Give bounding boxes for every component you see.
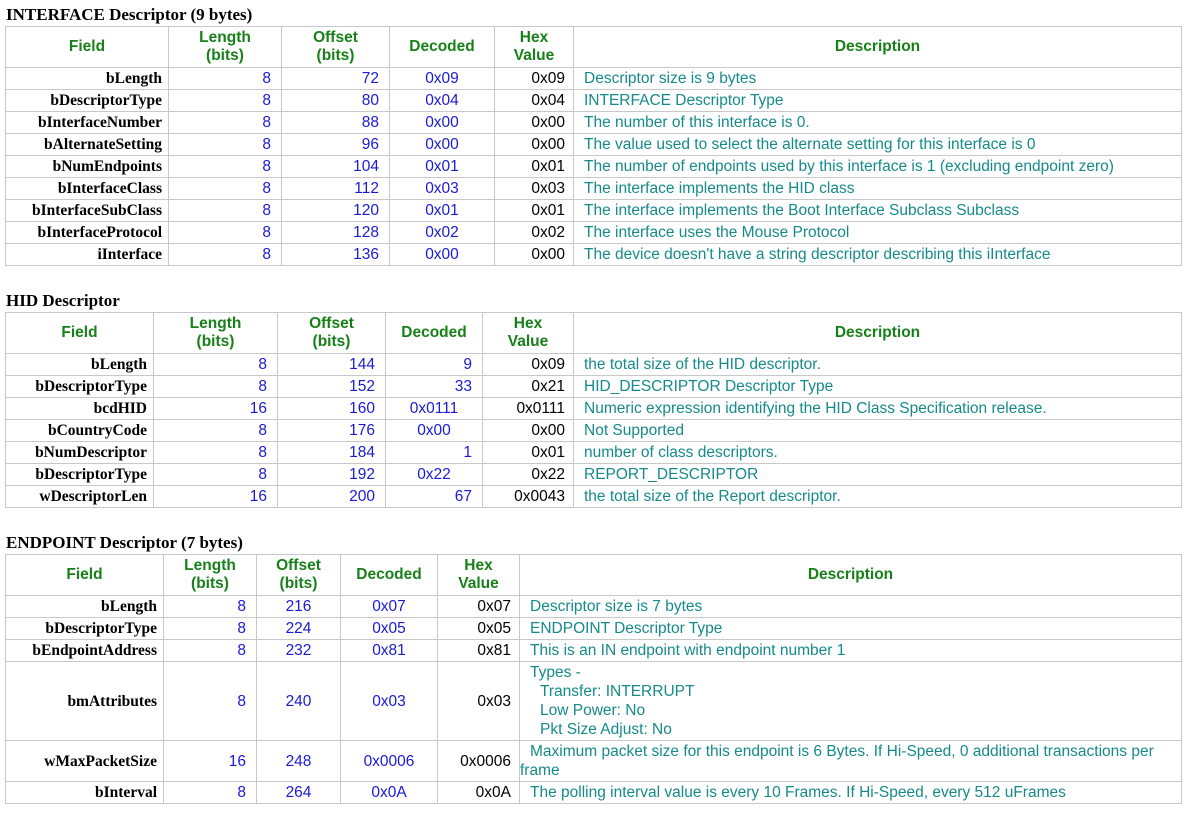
field-description: the total size of the HID descriptor. <box>574 354 1182 376</box>
hex-value: 0x0A <box>438 782 520 804</box>
col-header-description: Description <box>574 313 1182 354</box>
table-row <box>6 464 1182 486</box>
field-name: bInterfaceSubClass <box>6 200 169 222</box>
table-row <box>6 640 1182 662</box>
decoded-value: 0x00 <box>390 244 495 266</box>
decoded-value: 0x00 <box>386 420 483 442</box>
field-description: The interface implements the Boot Interface Subclass Subclass <box>574 200 1182 222</box>
hex-value: 0x00 <box>495 112 574 134</box>
offset-bits: 80 <box>282 90 390 112</box>
length-bits: 8 <box>154 420 278 442</box>
decoded-value: 1 <box>386 442 483 464</box>
decoded-value: 0x0111 <box>386 398 483 420</box>
table-row <box>6 90 1182 112</box>
length-bits: 8 <box>154 376 278 398</box>
offset-bits: 152 <box>278 376 386 398</box>
decoded-value: 0x07 <box>341 596 438 618</box>
offset-bits: 184 <box>278 442 386 464</box>
field-name: bInterfaceClass <box>6 178 169 200</box>
table-row <box>6 618 1182 640</box>
table-row <box>6 782 1182 804</box>
length-bits: 8 <box>169 156 282 178</box>
length-bits: 8 <box>164 662 257 741</box>
hex-value: 0x00 <box>495 134 574 156</box>
field-description: This is an IN endpoint with endpoint number 1 <box>520 640 1182 662</box>
decoded-value: 0x0A <box>341 782 438 804</box>
offset-bits: 240 <box>257 662 341 741</box>
field-description <box>520 662 1182 741</box>
field-name: wMaxPacketSize <box>6 741 164 782</box>
offset-bits: 136 <box>282 244 390 266</box>
table-row <box>6 486 1182 508</box>
offset-bits: 88 <box>282 112 390 134</box>
hex-value: 0x00 <box>495 244 574 266</box>
decoded-value: 0x01 <box>390 200 495 222</box>
hex-value: 0x03 <box>495 178 574 200</box>
decoded-value: 0x0006 <box>341 741 438 782</box>
field-description: The interface uses the Mouse Protocol <box>574 222 1182 244</box>
col-header-field: Field <box>6 27 169 68</box>
field-name: bDescriptorType <box>6 376 154 398</box>
length-bits: 16 <box>154 398 278 420</box>
field-name: bLength <box>6 354 154 376</box>
hex-value: 0x09 <box>495 68 574 90</box>
decoded-value: 0x03 <box>390 178 495 200</box>
hex-value: 0x03 <box>438 662 520 741</box>
hex-value: 0x00 <box>483 420 574 442</box>
hex-value: 0x05 <box>438 618 520 640</box>
field-description: The value used to select the alternate setting for this interface is 0 <box>574 134 1182 156</box>
col-header-hex: Hex Value <box>438 555 520 596</box>
offset-bits: 192 <box>278 464 386 486</box>
hex-value: 0x0111 <box>483 398 574 420</box>
field-name: bNumDescriptor <box>6 442 154 464</box>
field-description: Descriptor size is 7 bytes <box>520 596 1182 618</box>
field-name: iInterface <box>6 244 169 266</box>
offset-bits: 72 <box>282 68 390 90</box>
col-header-description: Description <box>520 555 1182 596</box>
field-name: bInterval <box>6 782 164 804</box>
attr-pkt-size-line: Pkt Size Adjust: No <box>540 721 672 738</box>
decoded-value: 0x00 <box>390 112 495 134</box>
decoded-value: 67 <box>386 486 483 508</box>
table-row <box>6 134 1182 156</box>
col-header-length: Length (bits) <box>164 555 257 596</box>
offset-bits: 176 <box>278 420 386 442</box>
field-name: bInterfaceNumber <box>6 112 169 134</box>
hex-value: 0x01 <box>495 156 574 178</box>
field-name: bNumEndpoints <box>6 156 169 178</box>
field-name: bDescriptorType <box>6 464 154 486</box>
offset-bits: 232 <box>257 640 341 662</box>
decoded-value: 0x00 <box>390 134 495 156</box>
offset-bits: 248 <box>257 741 341 782</box>
field-name: bmAttributes <box>6 662 164 741</box>
col-header-hex: Hex Value <box>483 313 574 354</box>
length-bits: 8 <box>154 354 278 376</box>
endpoint-descriptor-table <box>5 554 1182 804</box>
offset-bits: 144 <box>278 354 386 376</box>
table-row <box>6 420 1182 442</box>
field-description: The interface implements the HID class <box>574 178 1182 200</box>
decoded-value: 9 <box>386 354 483 376</box>
attr-transfer-line: Transfer: INTERRUPT <box>540 683 695 700</box>
length-bits: 8 <box>154 464 278 486</box>
length-bits: 8 <box>169 68 282 90</box>
field-description: The number of this interface is 0. <box>574 112 1182 134</box>
hex-value: 0x09 <box>483 354 574 376</box>
hex-value: 0x04 <box>495 90 574 112</box>
offset-bits: 224 <box>257 618 341 640</box>
table-header-row <box>6 313 1182 354</box>
col-header-decoded: Decoded <box>390 27 495 68</box>
decoded-value: 0x22 <box>386 464 483 486</box>
field-description: Numeric expression identifying the HID Class Specification release. <box>574 398 1182 420</box>
table-row <box>6 112 1182 134</box>
field-name: bLength <box>6 68 169 90</box>
field-name: bAlternateSetting <box>6 134 169 156</box>
field-description: the total size of the Report descriptor. <box>574 486 1182 508</box>
length-bits: 8 <box>169 90 282 112</box>
col-header-field: Field <box>6 555 164 596</box>
field-description: Not Supported <box>574 420 1182 442</box>
length-bits: 16 <box>164 741 257 782</box>
interface-descriptor-table <box>5 26 1182 266</box>
length-bits: 8 <box>169 112 282 134</box>
decoded-value: 0x03 <box>341 662 438 741</box>
offset-bits: 112 <box>282 178 390 200</box>
hex-value: 0x01 <box>495 200 574 222</box>
table-row <box>6 662 1182 741</box>
hex-value: 0x07 <box>438 596 520 618</box>
offset-bits: 104 <box>282 156 390 178</box>
field-description: ENDPOINT Descriptor Type <box>520 618 1182 640</box>
length-bits: 8 <box>169 134 282 156</box>
offset-bits: 96 <box>282 134 390 156</box>
col-header-decoded: Decoded <box>341 555 438 596</box>
offset-bits: 160 <box>278 398 386 420</box>
table-row <box>6 596 1182 618</box>
field-name: bEndpointAddress <box>6 640 164 662</box>
col-header-decoded: Decoded <box>386 313 483 354</box>
length-bits: 8 <box>169 244 282 266</box>
hex-value: 0x22 <box>483 464 574 486</box>
decoded-value: 0x02 <box>390 222 495 244</box>
decoded-value: 33 <box>386 376 483 398</box>
table-row <box>6 398 1182 420</box>
field-name: bLength <box>6 596 164 618</box>
col-header-hex: Hex Value <box>495 27 574 68</box>
endpoint-section-title: ENDPOINT Descriptor (7 bytes) <box>6 533 243 552</box>
hid-descriptor-table <box>5 312 1182 508</box>
attr-types-line: Types - <box>530 664 581 681</box>
table-header-row <box>6 555 1182 596</box>
hex-value: 0x21 <box>483 376 574 398</box>
table-row <box>6 741 1182 782</box>
attr-low-power-line: Low Power: No <box>540 702 646 719</box>
field-name: bDescriptorType <box>6 90 169 112</box>
decoded-value: 0x01 <box>390 156 495 178</box>
decoded-value: 0x81 <box>341 640 438 662</box>
field-name: wDescriptorLen <box>6 486 154 508</box>
decoded-value: 0x04 <box>390 90 495 112</box>
field-description: INTERFACE Descriptor Type <box>574 90 1182 112</box>
length-bits: 8 <box>164 782 257 804</box>
decoded-value: 0x05 <box>341 618 438 640</box>
offset-bits: 128 <box>282 222 390 244</box>
hex-value: 0x81 <box>438 640 520 662</box>
field-description: The number of endpoints used by this interface is 1 (excluding endpoint zero) <box>574 156 1182 178</box>
field-description: REPORT_DESCRIPTOR <box>574 464 1182 486</box>
length-bits: 16 <box>154 486 278 508</box>
col-header-description: Description <box>574 27 1182 68</box>
length-bits: 8 <box>154 442 278 464</box>
col-header-length: Length (bits) <box>169 27 282 68</box>
offset-bits: 200 <box>278 486 386 508</box>
length-bits: 8 <box>169 200 282 222</box>
length-bits: 8 <box>164 640 257 662</box>
col-header-offset: Offset (bits) <box>282 27 390 68</box>
field-description: The device doesn't have a string descriptor describing this iInterface <box>574 244 1182 266</box>
field-description: Descriptor size is 9 bytes <box>574 68 1182 90</box>
hex-value: 0x0006 <box>438 741 520 782</box>
field-description: Maximum packet size for this endpoint is 6 Bytes. If Hi-Speed, 0 additional transactions per frame <box>520 741 1182 782</box>
field-name: bCountryCode <box>6 420 154 442</box>
table-row <box>6 244 1182 266</box>
offset-bits: 216 <box>257 596 341 618</box>
length-bits: 8 <box>169 222 282 244</box>
offset-bits: 120 <box>282 200 390 222</box>
col-header-length: Length (bits) <box>154 313 278 354</box>
offset-bits: 264 <box>257 782 341 804</box>
field-description: The polling interval value is every 10 Frames. If Hi-Speed, every 512 uFrames <box>520 782 1182 804</box>
col-header-offset: Offset (bits) <box>257 555 341 596</box>
table-row <box>6 200 1182 222</box>
table-row <box>6 376 1182 398</box>
table-row <box>6 156 1182 178</box>
table-row <box>6 442 1182 464</box>
field-name: bInterfaceProtocol <box>6 222 169 244</box>
hex-value: 0x02 <box>495 222 574 244</box>
interface-section-title: INTERFACE Descriptor (9 bytes) <box>6 5 253 24</box>
length-bits: 8 <box>169 178 282 200</box>
hex-value: 0x01 <box>483 442 574 464</box>
field-description: number of class descriptors. <box>574 442 1182 464</box>
table-row <box>6 222 1182 244</box>
field-description: HID_DESCRIPTOR Descriptor Type <box>574 376 1182 398</box>
field-name: bDescriptorType <box>6 618 164 640</box>
length-bits: 8 <box>164 618 257 640</box>
table-row <box>6 68 1182 90</box>
table-header-row <box>6 27 1182 68</box>
table-row <box>6 354 1182 376</box>
table-row <box>6 178 1182 200</box>
col-header-field: Field <box>6 313 154 354</box>
col-header-offset: Offset (bits) <box>278 313 386 354</box>
length-bits: 8 <box>164 596 257 618</box>
decoded-value: 0x09 <box>390 68 495 90</box>
hid-section-title: HID Descriptor <box>6 291 120 310</box>
field-name: bcdHID <box>6 398 154 420</box>
hex-value: 0x0043 <box>483 486 574 508</box>
